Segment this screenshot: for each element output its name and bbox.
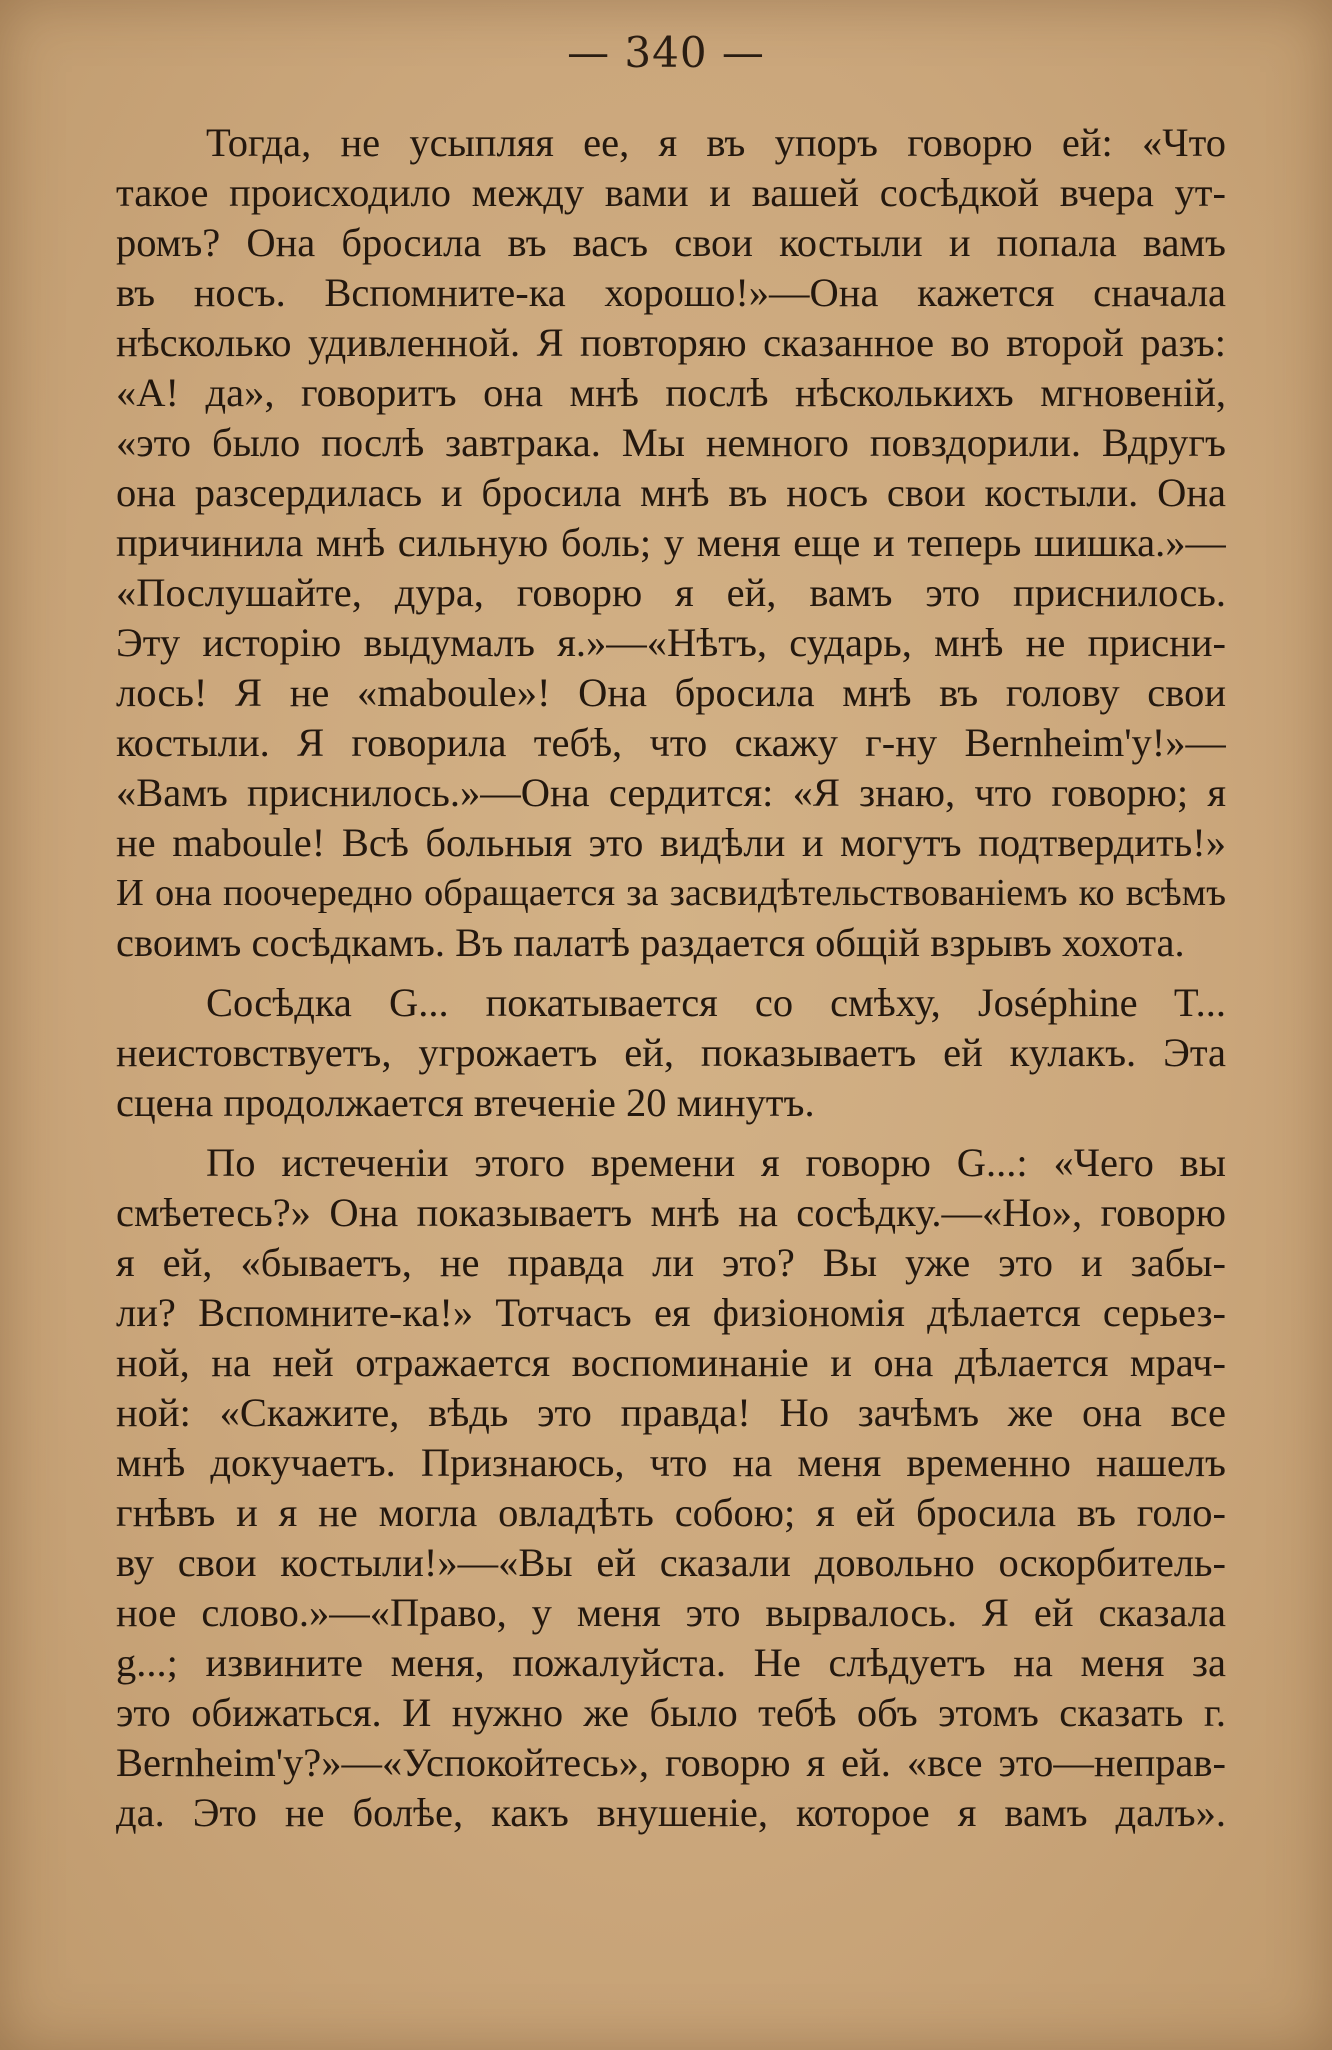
text-line: она разсердилась и бросила мнѣ въ носъ свои костыли. Она (116, 470, 1226, 515)
paragraph-1 (116, 118, 1226, 968)
paragraph-3 (116, 1138, 1226, 1838)
text-line: причинила мнѣ сильную боль; у меня еще и теперь шишка.»— (116, 520, 1226, 565)
text-line: неистовствуетъ, угрожаетъ ей, показываетъ ей кулакъ. Эта (116, 1030, 1226, 1075)
text-line: смѣетесь?» Она показываетъ мнѣ на сосѣдку.—«Но», говорю (116, 1190, 1226, 1235)
text-line: это обижаться. И нужно же было тебѣ объ этомъ сказать г. (116, 1690, 1226, 1735)
text-line: ли? Вспомните-ка!» Тотчасъ ея физіономія дѣлается серьез- (116, 1290, 1226, 1335)
text-line: да. Это не болѣе, какъ внушеніе, которое я вамъ далъ». (116, 1790, 1226, 1835)
text-line: «это было послѣ завтрака. Мы немного повздорили. Вдругъ (116, 420, 1226, 465)
text-line: костыли. Я говорила тебѣ, что скажу г-ну Bernheim'у!»— (116, 720, 1226, 765)
text-line: своимъ сосѣдкамъ. Въ палатѣ раздается общій взрывъ хохота. (116, 920, 1185, 965)
text-line: И она поочередно обращается за засвидѣтельствованіемъ ко всѣмъ (116, 872, 1226, 914)
text-line: «Послушайте, дура, говорю я ей, вамъ это приснилось. (116, 570, 1226, 615)
text-line: ной, на ней отражается воспоминаніе и она дѣлается мрач- (116, 1340, 1226, 1385)
text-line: ное слово.»—«Право, у меня это вырвалось. Я ей сказала (116, 1590, 1226, 1635)
page-number: — 340 — (567, 28, 765, 77)
text-line: не maboule! Всѣ больныя это видѣли и могутъ подтвердить!» (116, 820, 1226, 865)
text-line: гнѣвъ и я не могла овладѣть собою; я ей бросила въ голо- (116, 1490, 1226, 1535)
page-text (116, 118, 1226, 1838)
text-line: Сосѣдка G... покатывается со смѣху, Joséphine T... (206, 980, 1226, 1025)
text-line: g...; извините меня, пожалуйста. Не слѣдуетъ на меня за (116, 1640, 1226, 1685)
text-line: такое происходило между вами и вашей сосѣдкой вчера ут- (116, 170, 1226, 215)
text-line: я ей, «бываетъ, не правда ли это? Вы уже это и забы- (116, 1240, 1226, 1285)
text-line: По истеченіи этого времени я говорю G...: «Чего вы (206, 1140, 1226, 1185)
text-line: Тогда, не усыпляя ее, я въ упоръ говорю ей: «Что (206, 120, 1226, 165)
text-line: ной: «Скажите, вѣдь это правда! Но зачѣмъ же она все (116, 1390, 1226, 1435)
text-line: ромъ? Она бросила въ васъ свои костыли и попала вамъ (116, 220, 1226, 265)
text-line: въ носъ. Вспомните-ка хорошо!»—Она кажется сначала (116, 270, 1226, 315)
text-line: Bernheim'у?»—«Успокойтесь», говорю я ей. «все это—неправ- (116, 1740, 1226, 1785)
text-line: Эту исторію выдумалъ я.»—«Нѣтъ, сударь, мнѣ не присни- (116, 620, 1226, 665)
text-line: лось! Я не «maboule»! Она бросила мнѣ въ голову свои (116, 670, 1226, 715)
paragraph-2 (116, 978, 1226, 1128)
paragraph-gap (116, 1128, 1226, 1138)
text-line: «Вамъ приснилось.»—Она сердится: «Я знаю, что говорю; я (116, 770, 1226, 815)
text-line: нѣсколько удивленной. Я повторяю сказанное во второй разъ: (116, 320, 1226, 365)
paragraph-gap (116, 968, 1226, 978)
text-line: ву свои костыли!»—«Вы ей сказали довольно оскорбитель- (116, 1540, 1226, 1585)
text-line: «А! да», говоритъ она мнѣ послѣ нѣсколькихъ мгновеній, (116, 370, 1226, 415)
text-line: сцена продолжается втеченіе 20 минутъ. (116, 1080, 815, 1125)
text-line: мнѣ докучаетъ. Признаюсь, что на меня временно нашелъ (116, 1440, 1226, 1485)
